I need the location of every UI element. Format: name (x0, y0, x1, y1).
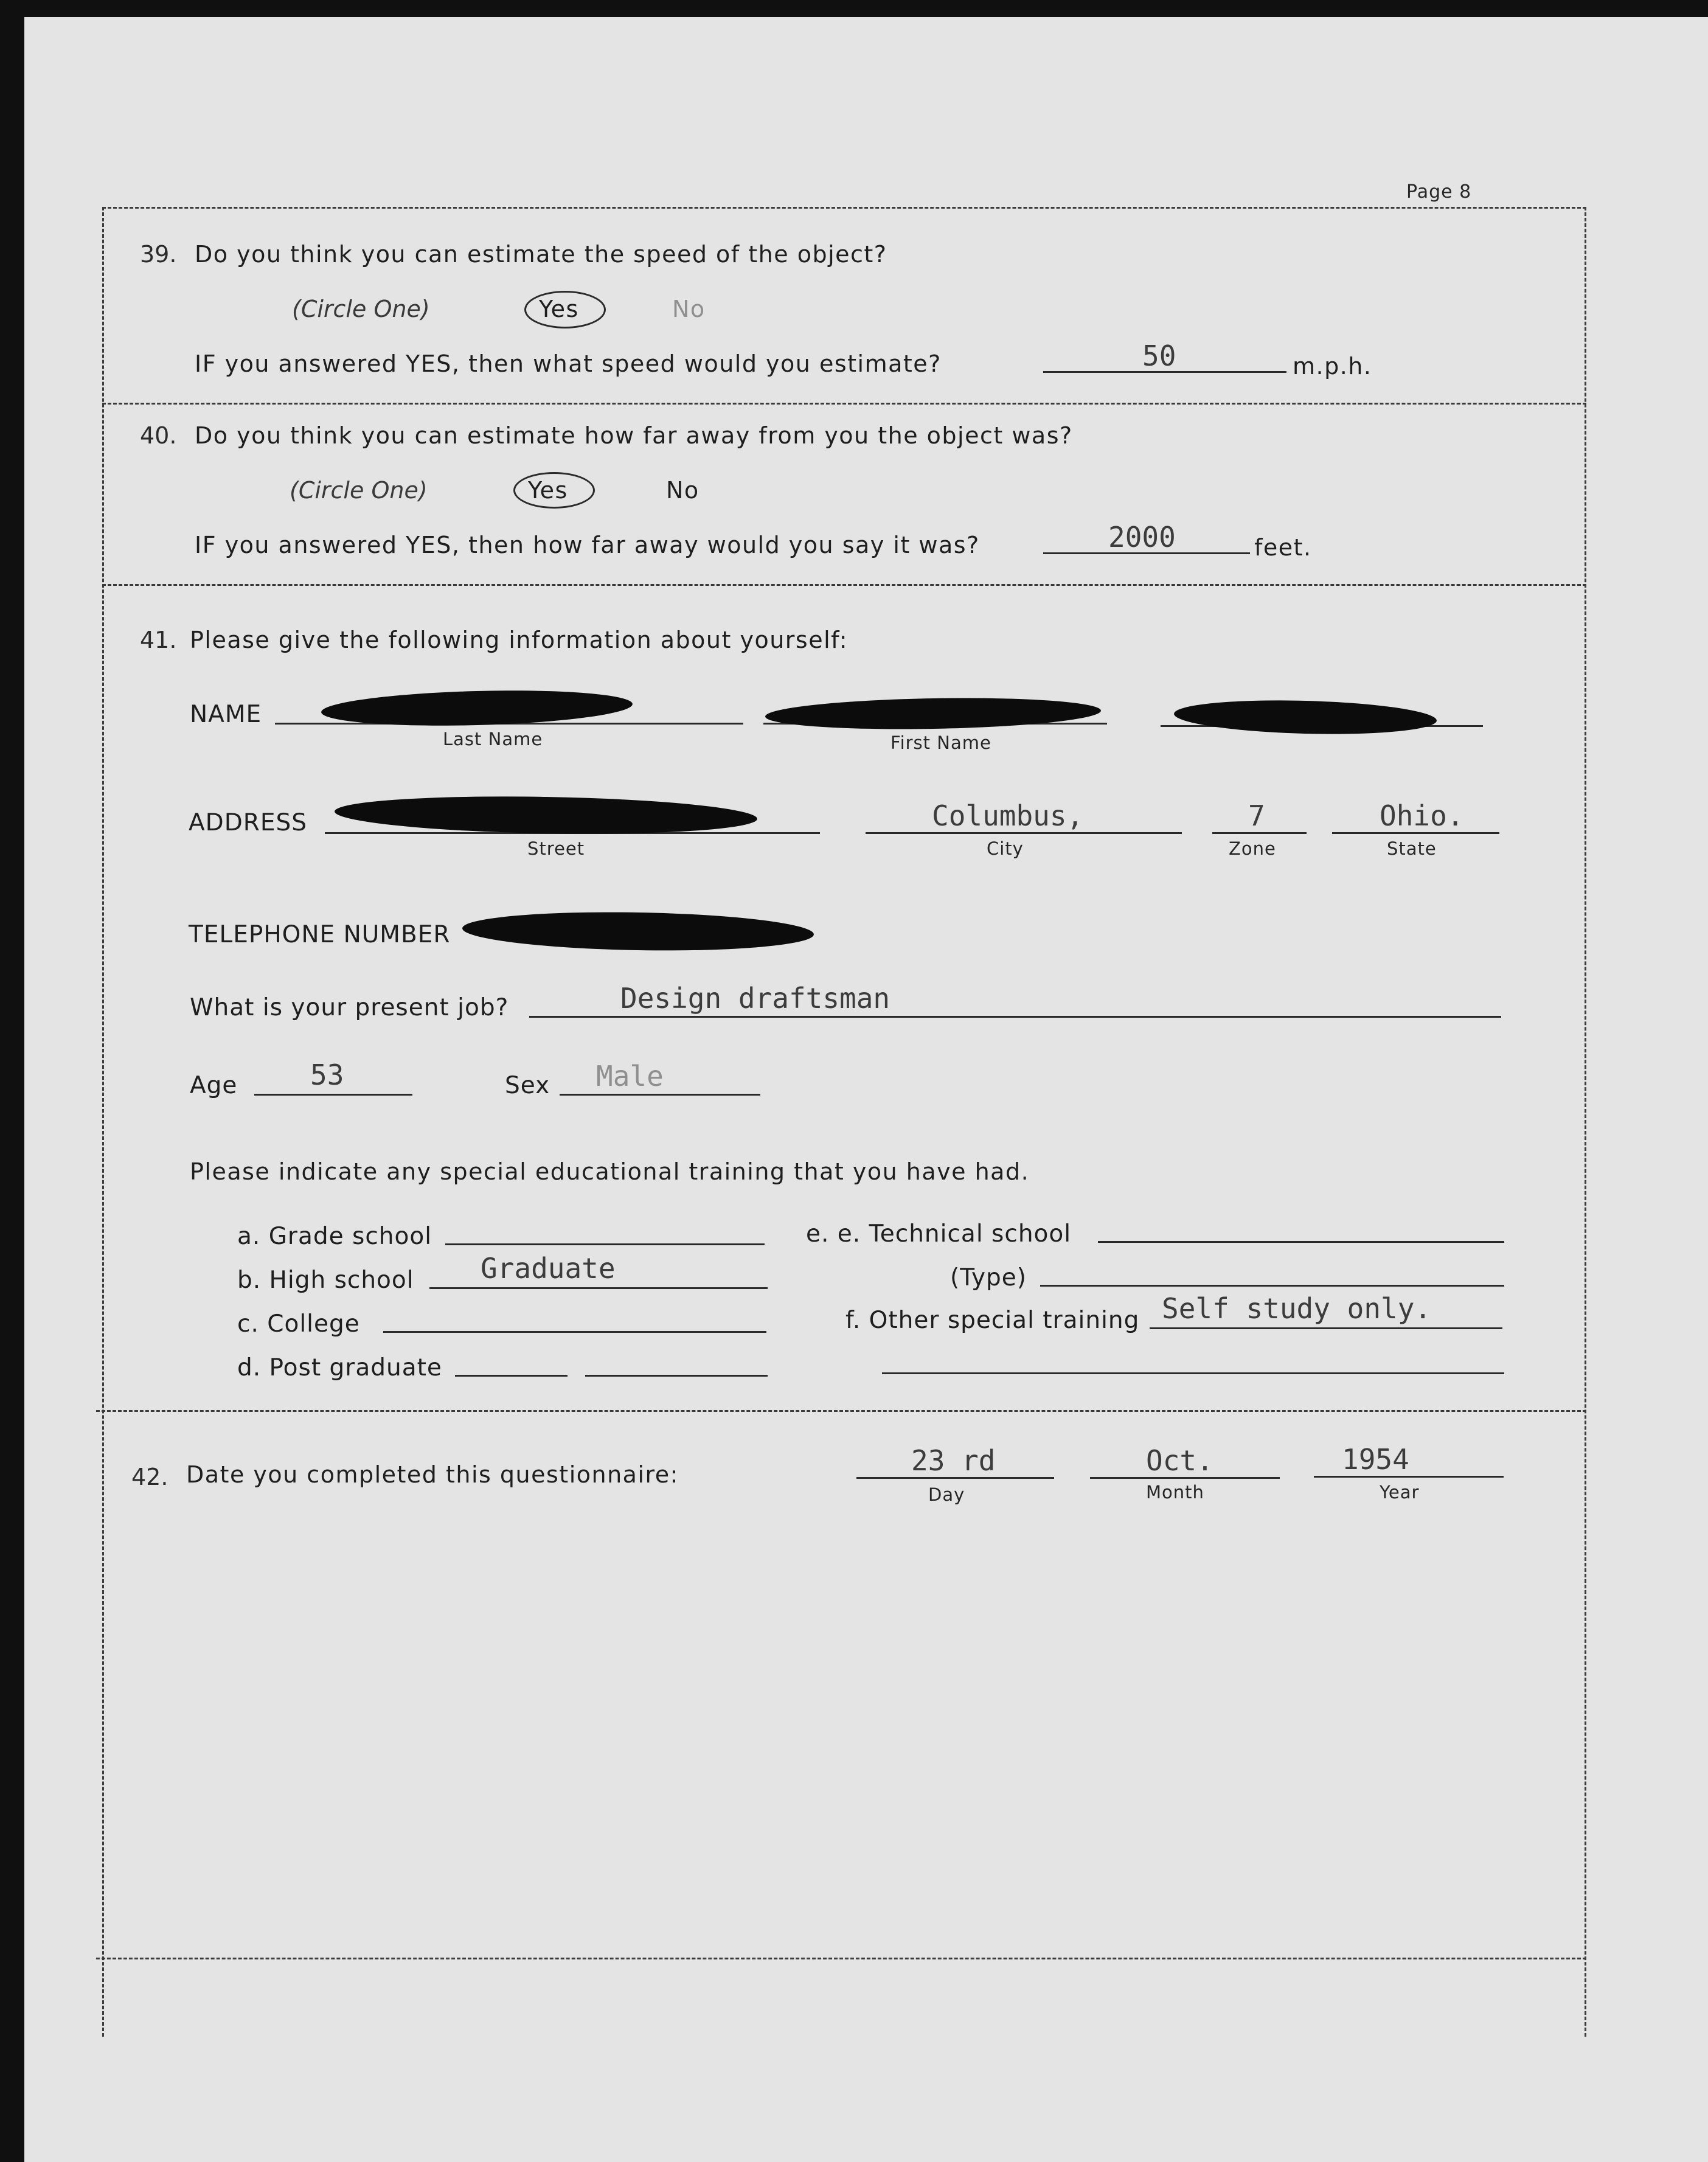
question-text: Do you think you can estimate the speed of the object? (195, 241, 887, 268)
edu-high-school-value[interactable]: Graduate (481, 1252, 616, 1285)
speed-unit: m.p.h. (1293, 353, 1372, 380)
frame-bottom (96, 1958, 1586, 1959)
education-prompt: Please indicate any special educational training that you have had. (190, 1158, 1030, 1185)
post-graduate-line-a (455, 1375, 568, 1377)
job-value[interactable]: Design draftsman (620, 982, 890, 1015)
redaction-first-name (765, 695, 1102, 732)
other-training-line (1150, 1327, 1502, 1329)
circle-one-label: (Circle One) (290, 477, 428, 504)
distance-unit: feet. (1254, 534, 1312, 561)
high-school-line (429, 1287, 768, 1289)
state-caption: State (1387, 838, 1437, 859)
day-caption: Day (928, 1484, 965, 1505)
divider-41-42 (96, 1410, 1586, 1412)
zone-value[interactable]: 7 (1248, 799, 1265, 832)
address-label: ADDRESS (189, 809, 307, 836)
state-line (1332, 832, 1499, 834)
job-question: What is your present job? (190, 994, 509, 1021)
zone-line (1212, 832, 1307, 834)
zone-caption: Zone (1229, 838, 1276, 859)
other-training-line-2 (882, 1372, 1504, 1374)
divider-40-41 (102, 584, 1586, 586)
age-line (254, 1094, 412, 1096)
age-label: Age (190, 1072, 238, 1099)
question-text: Please give the following information about yourself: (190, 627, 848, 653)
question-text: Date you completed this questionnaire: (186, 1461, 679, 1488)
city-caption: City (987, 838, 1024, 859)
edu-college-label: c. College (237, 1310, 360, 1338)
edu-high-school-label: b. High school (237, 1267, 414, 1294)
followup-question: IF you answered YES, then how far away would you say it was? (195, 532, 980, 558)
option-yes[interactable]: Yes (528, 477, 568, 504)
year-caption: Year (1380, 1482, 1420, 1503)
divider-39-40 (102, 403, 1586, 405)
age-value[interactable]: 53 (310, 1058, 344, 1091)
state-value[interactable]: Ohio. (1380, 799, 1464, 832)
sex-label: Sex (505, 1072, 550, 1099)
frame-top (102, 207, 1586, 209)
day-value[interactable]: 23 rd (911, 1444, 996, 1477)
year-value[interactable]: 1954 (1342, 1443, 1409, 1476)
sex-value[interactable]: Male (596, 1060, 664, 1093)
redaction-telephone (462, 909, 814, 953)
college-line (383, 1331, 766, 1333)
question-text: Do you think you can estimate how far away from you the object was? (195, 422, 1073, 449)
edu-other-training-value[interactable]: Self study only. (1162, 1292, 1432, 1325)
followup-question: IF you answered YES, then what speed would you estimate? (195, 350, 942, 377)
post-graduate-line-b (585, 1375, 768, 1377)
last-name-caption: Last Name (443, 729, 543, 749)
distance-answer[interactable]: 2000 (1108, 521, 1176, 554)
job-line (529, 1016, 1501, 1018)
type-line (1040, 1285, 1504, 1287)
question-number: 42. (131, 1464, 168, 1490)
year-line (1314, 1476, 1504, 1478)
grade-school-line (445, 1243, 765, 1245)
month-value[interactable]: Oct. (1146, 1444, 1213, 1477)
page-number: Page 8 (1406, 181, 1472, 203)
scanned-page (24, 17, 1708, 2162)
first-name-caption: First Name (890, 732, 991, 753)
day-line (856, 1477, 1054, 1479)
edu-type-label: (Type) (950, 1264, 1027, 1291)
telephone-label: TELEPHONE NUMBER (189, 921, 451, 948)
street-caption: Street (527, 838, 585, 859)
edu-other-training-label: f. Other special training (845, 1307, 1140, 1334)
question-number: 41. (140, 627, 177, 653)
edu-technical-school-label: e. e. Technical school (806, 1220, 1072, 1248)
option-no[interactable]: No (672, 296, 706, 322)
sex-line (560, 1094, 760, 1096)
city-value[interactable]: Columbus, (932, 799, 1084, 832)
edu-grade-school-label: a. Grade school (237, 1223, 432, 1250)
option-yes[interactable]: Yes (539, 296, 579, 322)
redaction-middle-name (1173, 697, 1437, 737)
month-line (1090, 1477, 1280, 1479)
technical-school-line (1098, 1241, 1504, 1243)
option-no[interactable]: No (666, 477, 700, 504)
frame-right (1585, 207, 1586, 2037)
city-line (866, 832, 1182, 834)
edu-post-graduate-label: d. Post graduate (237, 1354, 442, 1382)
question-number: 40. (140, 422, 177, 449)
month-caption: Month (1146, 1482, 1204, 1503)
frame-left (102, 207, 104, 2037)
redaction-street (335, 793, 758, 837)
speed-answer[interactable]: 50 (1142, 339, 1176, 372)
circle-one-label: (Circle One) (292, 296, 430, 322)
name-label: NAME (190, 701, 262, 728)
question-number: 39. (140, 241, 177, 268)
